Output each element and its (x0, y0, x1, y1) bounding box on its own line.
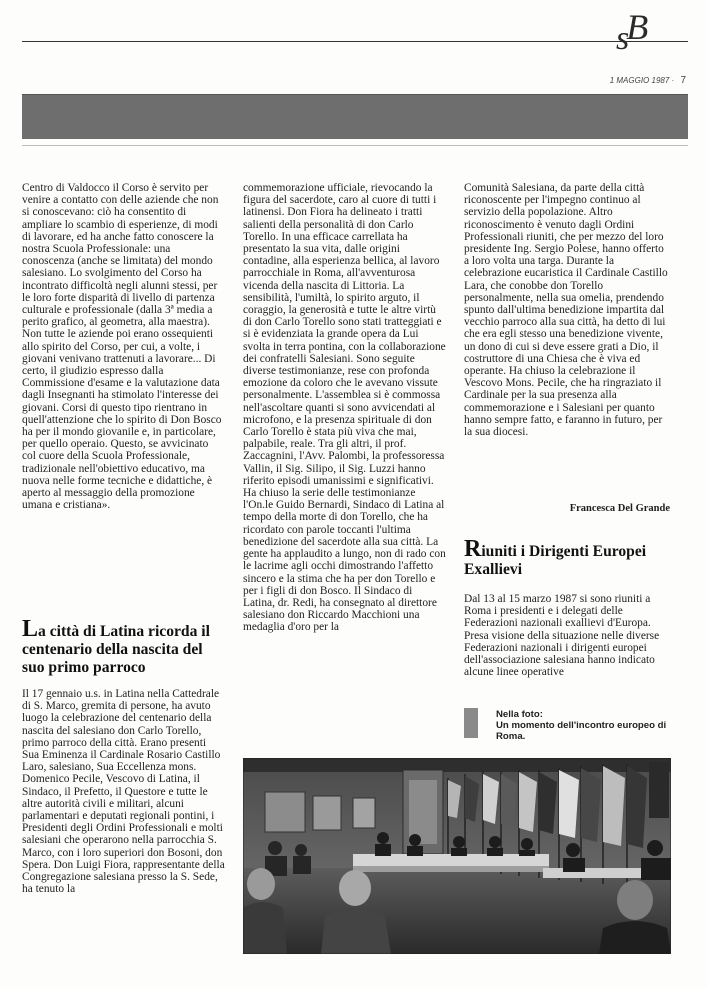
article-2-paragraph: Dal 13 al 15 marzo 1987 si sono riuniti a Roma i presidenti e i delegati delle Federazioni nazionali exallievi d'Europa. Presa visione della situazione nelle diverse Federazioni nazionali i dirigenti europei dell'associazione salesiana hanno indicato alcune linee operative (464, 593, 660, 679)
page-number: 7 (680, 75, 686, 86)
column-2-text (243, 182, 447, 634)
column-3-text (464, 182, 670, 438)
logo-letter-s: s (616, 20, 627, 57)
issue-date-line: 1 MAGGIO 1987 · 7 (609, 75, 686, 86)
article-2-headline (464, 536, 674, 579)
article-2-dropcap: R (464, 536, 482, 562)
column-3-paragraph: Comunità Salesiana, da parte della città riconoscente per l'impegno continuo al servizio della popolazione. Altro riconoscimento è venuto dagli Ordini Professionali riuniti, che per mezzo del loro presidente Ing. Sergio Polese, hanno offerto a loro volta una targa. Durante la celebrazione eucaristica il Cardinale Castillo Lara, che conobbe don Torello personalmente, nella sua omelia, prendendo spunto dall'ultima benedizione impartita dal vecchio parroco alla sua città, ha detto di lui che era egli stesso una benedizione vivente, un dono di cui si deve essere grati a Dio, il costruttore di una Chiesa che è viva ed operante. Ha chiuso la celebrazione il Vescovo Mons. Pecile, che ha ringraziato il Cardinale per la sua presenza alla commemorazione e i Salesiani per quanto hanno sempre fatto, e faranno in futuro, per la sua diocesi. (464, 182, 668, 439)
article-1-headline-text: a città di Latina ricorda il centenario della nascita del suo primo parroco (22, 623, 210, 676)
header-band (22, 94, 688, 139)
caption-label: Nella foto: (496, 709, 543, 720)
article-2-headline-text: iuniti i Dirigenti Europei Exallievi (464, 543, 647, 578)
article-1-body (22, 688, 225, 895)
logo-letter-b: B (626, 7, 646, 47)
sb-logo (616, 7, 646, 57)
article-1-dropcap: L (22, 616, 39, 642)
column-1-paragraph: Centro di Valdocco il Corso è servito per venire a contatto con delle aziende che non si conoscevano: ciò ha consentito di ampliare lo scambio di esperienze, di modi di lavorare, ed ha anche fatto conoscere la nostra Scuola Professionale: una conoscenza (anche se limitata) del mondo salesiano. Lo svolgimento del Corso ha incontrato difficoltà negli alunni stessi, per le loro forte disparità di livello di partenza culturale e professionale (dalla 3ª media a perito grafico, al geometra, alla maestra). Non tutte le aziende poi erano ossequienti allo spirito del Corso, per cui, a volte, i giovani venivano trattenuti a lavorare... Di certo, il giudizio espresso dalla Commissione d'esame e la valutazione data dagli Insegnanti ha stimolato l'interesse dei giovani. Corsi di questo tipo rientrano in quell'attenzione che lo spirito di Don Bosco ha per il mondo giovanile e, in particolare, per quello operaio. Questo, se avvicinato col cuore della Scuola Professionale, tradizionale nell'obiettivo educativo, ma nuova nelle forme tecniche e didattiche, è aperto al messaggio della promozione umana e cristiana». (22, 182, 222, 512)
meeting-photo (243, 758, 671, 954)
article-1-headline (22, 616, 227, 677)
column-2-paragraph: commemorazione ufficiale, rievocando la figura del sacerdote, caro al cuore di tutti i latinensi. Don Fiora ha delineato i tratti salienti della personalità di don Carlo Torello. In una efficace carrellata ha presentato la sua vita, dalle origini contadine, alla esperienza bellica, al lavoro parrocchiale in Roma, all'avventurosa vicenda della nascita di Littoria. La sensibilità, l'umiltà, lo spirito arguto, il coraggio, la generosità e tutte le altre virtù di don Carlo Torello sono stati tratteggiati e si è evidenziata la grande opera da Lui svolta in terra pontina, con la collaborazione dei confratelli Salesiani. Sono seguite diverse testimonianze, rese con profonda emozione da coloro che le avevano vissute personalmente. L'assemblea si è commossa nell'ascoltare quanti si sono avvicendati al microfono, e la presenza spirituale di don Carlo Torello è stata più viva che mai, palpabile, reale. Tra gli altri, il prof. Zaccagnini, l'Avv. Palombi, la professoressa Vallin, il Sig. Silipo, il Sig. Luzzi hanno riferito episodi umanissimi e significativi. Ha chiuso la serie delle testimonianze l'On.le Guido Bernardi, Sindaco di Latina al tempo della morte di don Torello, che ha ricordato con parole toccanti l'ultima benedizione del sacerdote alla sua città. La gente ha applaudito a lungo, non di rado con le lacrime agli occhi dimostrando l'affetto sincero e la stima che ha per don Torello e per i figli di don Bosco. Il Sindaco di Latina, dr. Redi, ha consegnato al direttore salesiano don Riccardo Macchioni una medaglia d'oro per la (243, 182, 446, 634)
author-signature: Francesca Del Grande (569, 503, 670, 514)
article-2-body (464, 593, 670, 678)
header-rule (22, 41, 688, 42)
caption-marker (464, 708, 478, 738)
band-rule (22, 145, 688, 146)
issue-date: 1 MAGGIO 1987 (609, 76, 670, 85)
article-1-paragraph: Il 17 gennaio u.s. in Latina nella Cattedrale di S. Marco, gremita di persone, ha avuto luogo la celebrazione del centenario della nascita del salesiano don Carlo Torello, primo parroco della città. Erano presenti Sua Eminenza il Cardinale Rosario Castillo Laro, salesiano, Sua Eccellenza mons. Domenico Pecile, Vescovo di Latina, il Sindaco, il Prefetto, il Questore e tutte le altre autorità civili e militari, alcuni parlamentari e deputati regionali pontini, i Presidenti degli Ordini Professionali e molti salesiani che operarono nella parrocchia S. Marco, con i loro superiori don Bosoni, don Spera. Don Luigi Fiora, rappresentante della Congregazione salesiana presso la S. Sede, ha tenuto la (22, 688, 225, 896)
photo-caption (496, 709, 676, 742)
caption-text: Un momento dell'incontro europeo di Roma. (496, 720, 667, 742)
meeting-photo-image (243, 758, 671, 954)
column-1-text (22, 182, 225, 511)
